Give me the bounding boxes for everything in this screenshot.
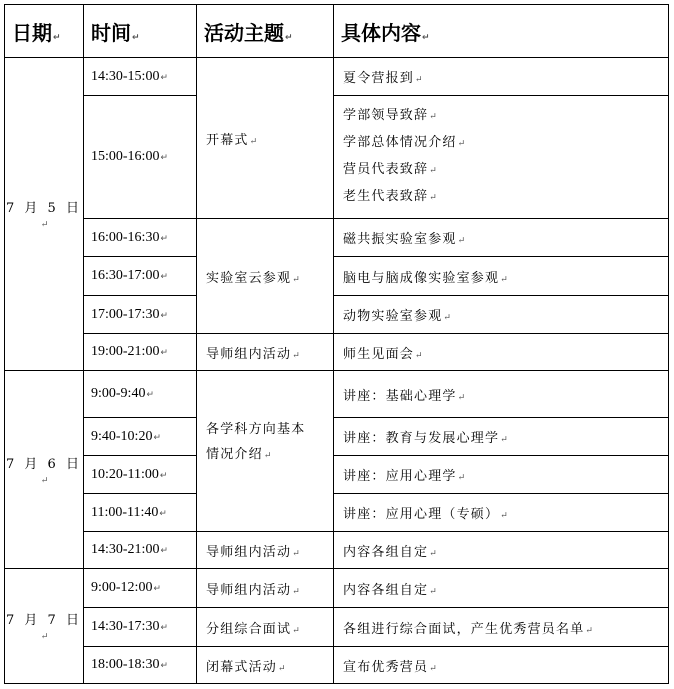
content-cell: 讲座：基础心理学↵ [334, 371, 669, 418]
time-cell: 15:00-16:00↵ [84, 96, 197, 219]
content-cell: 各组进行综合面试，产生优秀营员名单↵ [334, 608, 669, 647]
topic-cell: 闭幕式活动↵ [197, 647, 334, 684]
content-cell: 磁共振实验室参观↵ [334, 219, 669, 257]
time-cell: 16:30-17:00↵ [84, 257, 197, 296]
time-cell: 10:20-11:00↵ [84, 456, 197, 494]
time-cell: 19:00-21:00↵ [84, 334, 197, 371]
topic-cell: 导师组内活动↵ [197, 532, 334, 569]
topic-cell: 导师组内活动↵ [197, 569, 334, 608]
content-cell: 内容各组自定↵ [334, 569, 669, 608]
header-content: 具体内容↵ [334, 5, 669, 58]
time-cell: 14:30-17:30↵ [84, 608, 197, 647]
table-row [5, 608, 669, 647]
header-row [5, 5, 669, 58]
topic-cell: 分组综合面试↵ [197, 608, 334, 647]
content-cell: 宣布优秀营员↵ [334, 647, 669, 684]
date-cell: 7 月 5 日↵ [5, 58, 84, 371]
time-cell: 18:00-18:30↵ [84, 647, 197, 684]
header-topic: 活动主题↵ [197, 5, 334, 58]
table-row [5, 569, 669, 608]
header-date: 日期↵ [5, 5, 84, 58]
schedule-table [4, 4, 669, 684]
table-row [5, 647, 669, 684]
table-row [5, 371, 669, 418]
table-row [5, 532, 669, 569]
content-cell: 讲座：应用心理（专硕）↵ [334, 494, 669, 532]
time-cell: 9:00-12:00↵ [84, 569, 197, 608]
content-cell: 夏令营报到↵ [334, 58, 669, 96]
content-cell: 内容各组自定↵ [334, 532, 669, 569]
table-row [5, 456, 669, 494]
content-cell: 脑电与脑成像实验室参观↵ [334, 257, 669, 296]
date-cell: 7 月 7 日↵ [5, 569, 84, 684]
table-row [5, 257, 669, 296]
content-cell: 讲座：应用心理学↵ [334, 456, 669, 494]
content-cell: 学部领导致辞↵ 学部总体情况介绍↵ 营员代表致辞↵ 老生代表致辞↵ [334, 96, 669, 219]
content-cell: 动物实验室参观↵ [334, 296, 669, 334]
header-time: 时间↵ [84, 5, 197, 58]
table-row [5, 418, 669, 456]
table-row [5, 96, 669, 219]
date-cell: 7 月 6 日↵ [5, 371, 84, 569]
time-cell: 17:00-17:30↵ [84, 296, 197, 334]
topic-cell: 各学科方向基本 情况介绍↵ [197, 371, 334, 532]
table-row [5, 296, 669, 334]
time-cell: 16:00-16:30↵ [84, 219, 197, 257]
table-row [5, 334, 669, 371]
time-cell: 14:30-15:00↵ [84, 58, 197, 96]
table-row [5, 58, 669, 96]
topic-cell: 导师组内活动↵ [197, 334, 334, 371]
topic-cell: 实验室云参观↵ [197, 219, 334, 334]
time-cell: 9:00-9:40↵ [84, 371, 197, 418]
content-cell: 讲座：教育与发展心理学↵ [334, 418, 669, 456]
topic-cell: 开幕式↵ [197, 58, 334, 219]
time-cell: 9:40-10:20↵ [84, 418, 197, 456]
table-row [5, 494, 669, 532]
table-row [5, 219, 669, 257]
time-cell: 14:30-21:00↵ [84, 532, 197, 569]
content-cell: 师生见面会↵ [334, 334, 669, 371]
time-cell: 11:00-11:40↵ [84, 494, 197, 532]
